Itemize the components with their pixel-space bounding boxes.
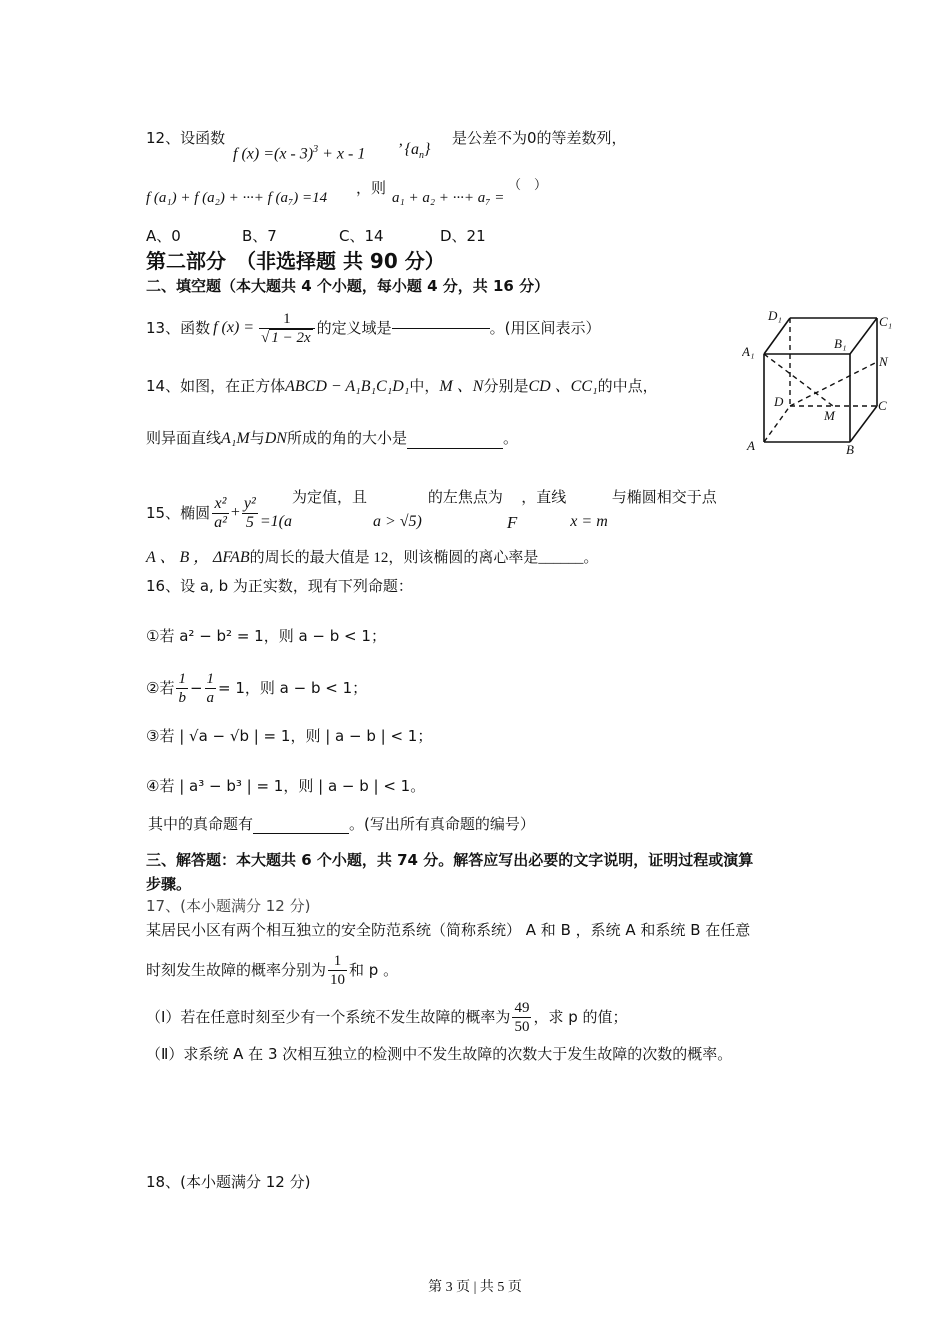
q14-line2 bbox=[146, 428, 518, 449]
q16-frac1 bbox=[176, 670, 188, 707]
q15-frac-y bbox=[242, 495, 258, 532]
q15-t4: 与椭圆相交于点 bbox=[611, 490, 717, 506]
q15-line1 bbox=[146, 486, 717, 540]
label-n: N bbox=[879, 354, 888, 369]
q16-d2: a bbox=[206, 689, 215, 706]
q12-seq-sub: n bbox=[418, 150, 424, 162]
q14-l2d: 。 bbox=[502, 429, 518, 447]
label-m: M bbox=[824, 408, 835, 423]
q12-option-c: C、14 bbox=[339, 227, 384, 245]
q17-i-b: ，求 p 的值； bbox=[533, 1008, 628, 1026]
q14-l2b: 与 bbox=[249, 429, 265, 447]
q15-tri: ΔFAB bbox=[213, 549, 250, 566]
q12-number: 12、 bbox=[146, 129, 181, 147]
q17-frac bbox=[328, 952, 347, 989]
q16-prop1: ①若 a² − b² = 1，则 a − b < 1； bbox=[146, 627, 386, 645]
q16-tail-a: 其中的真命题有 bbox=[148, 815, 254, 833]
q15-line2 bbox=[146, 548, 598, 568]
q12-option-d: D、21 bbox=[440, 227, 486, 245]
q12-lead: 设函数 bbox=[180, 129, 226, 147]
label-a: A bbox=[747, 438, 755, 453]
q13-den: √ 1 − 2x bbox=[261, 329, 311, 346]
q16-prop2 bbox=[146, 664, 367, 712]
q13-line bbox=[146, 304, 600, 352]
q14-l1c: 分别是 bbox=[483, 377, 529, 395]
q16-tail bbox=[148, 814, 535, 834]
q14-l1a: 14、如图，在正方体 bbox=[146, 377, 286, 395]
q17-part-ii: （Ⅱ）求系统 A 在 3 次相互独立的检测中不发生故障的次数大于发生故障的次数的概率。 bbox=[146, 1045, 733, 1063]
q15-t3: ，直线 bbox=[521, 490, 567, 506]
label-d: D bbox=[774, 394, 784, 409]
cube-figure bbox=[742, 306, 892, 456]
q13-lead: 13、函数 bbox=[146, 319, 211, 337]
part2-title: 第二部分 （非选择题 共 90 分） bbox=[146, 249, 445, 273]
q16-frac2 bbox=[205, 670, 217, 707]
q12-function bbox=[233, 140, 365, 164]
q14-cube: ABCD − A₁B₁C₁D₁ bbox=[285, 378, 410, 395]
edge-b1-c1 bbox=[850, 318, 877, 354]
q17-line2 bbox=[146, 946, 398, 994]
q12-sum: a₁ + a₂ + ···+ a₇ = bbox=[392, 190, 505, 206]
q12-answer-paren: （ ） bbox=[508, 178, 548, 193]
q13-den-radicand: 1 − 2x bbox=[271, 329, 311, 346]
q15-t1: 为定值，且 bbox=[291, 490, 367, 506]
q15-t5: 的周长的最大值是 12，则该椭圆的离心率是______。 bbox=[249, 550, 599, 566]
q15-cond: a > √5) bbox=[372, 513, 422, 530]
q12-condition: f (a₁) + f (a₂) + ···+ f (a₇) =14 bbox=[146, 190, 328, 206]
q17-l2a: 时刻发生故障的概率分别为 bbox=[146, 961, 327, 979]
q14-dn: DN bbox=[264, 430, 287, 447]
q15-lead: 15、椭圆 bbox=[146, 504, 211, 522]
q14-pts: CD 、CC₁ bbox=[528, 378, 598, 395]
q16-d1: b bbox=[178, 689, 186, 706]
q15-line: x = m bbox=[570, 513, 608, 530]
q16-prop4: ④若 | a³ − b³ | = 1，则 | a − b | < 1。 bbox=[146, 777, 426, 795]
q13-answer-blank bbox=[392, 328, 490, 329]
q17-i-frac bbox=[512, 999, 531, 1036]
q13-tail: 。(用区间表示） bbox=[489, 319, 601, 337]
q14-l1d: 的中点， bbox=[597, 377, 658, 395]
q14-answer-blank bbox=[407, 448, 503, 449]
q16-minus: − bbox=[189, 679, 203, 697]
q12-line1 bbox=[146, 128, 225, 148]
q14-mn: M 、N bbox=[439, 378, 484, 395]
q16-p2a: ②若 bbox=[146, 679, 175, 697]
page-footer: 第 3 页 | 共 5 页 bbox=[428, 1280, 522, 1295]
q12-sequence: ’ $\{a_n\}$ bbox=[397, 141, 431, 162]
q12-text-mid: 是公差不为0的等差数列， bbox=[452, 129, 627, 147]
q17-l2b: 和 p 。 bbox=[349, 961, 399, 979]
fill-heading: 二、填空题（本大题共 4 个小题，每小题 4 分，共 16 分） bbox=[146, 277, 550, 295]
q16-n1: 1 bbox=[178, 670, 186, 687]
q14-l1b: 中， bbox=[409, 377, 440, 395]
q15-y2: y² bbox=[243, 494, 256, 512]
q12-func-exp: 3 bbox=[313, 144, 319, 155]
q14-l2c: 所成的角的大小是 bbox=[286, 429, 407, 447]
q14-l2a: 则异面直线 bbox=[146, 429, 222, 447]
q15-eq: =1(a bbox=[259, 513, 292, 530]
label-c: C bbox=[878, 398, 887, 413]
label-b1: B₁ bbox=[834, 336, 847, 351]
part3-heading-1: 三、解答题：本大题共 6 个小题，共 74 分。解答应写出必要的文字说明，证明过程或演算 bbox=[146, 851, 754, 869]
q17-i-num: 49 bbox=[514, 999, 530, 1016]
q15-t2: 的左焦点为 bbox=[427, 490, 503, 506]
q13-num: 1 bbox=[259, 310, 315, 329]
q16-answer-blank bbox=[253, 833, 349, 834]
q12-option-b: B、7 bbox=[242, 227, 277, 245]
q17-i-a: （Ⅰ）若在任意时刻至少有一个系统不发生故障的概率为 bbox=[146, 1008, 511, 1026]
q13-text: 的定义域是 bbox=[316, 319, 392, 337]
q17-line1: 某居民小区有两个相互独立的安全防范系统（简称系统） A 和 B ，系统 A 和系统 B 在任意 bbox=[146, 921, 751, 939]
q12-seq-close: } bbox=[423, 141, 431, 158]
q18-title: 18、(本小题满分 12 分) bbox=[146, 1173, 311, 1191]
q17-part-i bbox=[146, 994, 628, 1040]
q15-x2: x² bbox=[212, 495, 229, 514]
q12-seq: {a bbox=[404, 141, 419, 158]
q13-func: f (x) = bbox=[213, 319, 255, 336]
q16-n2: 1 bbox=[206, 670, 215, 687]
q17-title: 17、(本小题满分 12 分) bbox=[146, 897, 311, 915]
q13-fraction bbox=[259, 310, 315, 347]
q16-tail-b: 。(写出所有真命题的编号） bbox=[349, 815, 535, 833]
q16-prop3: ③若 | √a − √b | = 1，则 | a − b | < 1； bbox=[146, 727, 433, 745]
part3-heading-2: 步骤。 bbox=[146, 875, 192, 893]
q16-p2b: = 1，则 a − b < 1； bbox=[218, 679, 368, 697]
q17-num: 1 bbox=[328, 952, 347, 971]
q15-frac-x bbox=[212, 495, 229, 532]
q15-five: 5 bbox=[245, 513, 254, 531]
q12-func-tail: + x - 1 bbox=[318, 145, 366, 163]
edge-a1-d1 bbox=[764, 318, 790, 354]
q15-a2: a² bbox=[214, 513, 227, 531]
label-d1: D₁ bbox=[768, 308, 782, 323]
q15-plus: + bbox=[230, 504, 240, 521]
q12-option-a: A、0 bbox=[146, 227, 181, 245]
q15-f: F bbox=[506, 513, 518, 532]
q12-func: f (x) =(x - 3) bbox=[233, 145, 314, 163]
q12-then: ，则 bbox=[356, 179, 387, 197]
edge-b-c bbox=[850, 406, 877, 442]
q14-line1 bbox=[146, 376, 658, 397]
q17-den: 10 bbox=[330, 971, 346, 988]
edge-a-d-hidden bbox=[764, 406, 790, 442]
label-a1: A₁ bbox=[742, 344, 755, 359]
q17-i-den: 50 bbox=[514, 1018, 530, 1035]
label-b: B bbox=[846, 442, 854, 456]
q14-am: A₁M bbox=[221, 430, 250, 447]
q16-lead: 16、设 a, b 为正实数，现有下列命题： bbox=[146, 577, 413, 595]
q15-ab: A 、 B ， bbox=[146, 549, 210, 566]
label-c1: C₁ bbox=[879, 314, 892, 329]
